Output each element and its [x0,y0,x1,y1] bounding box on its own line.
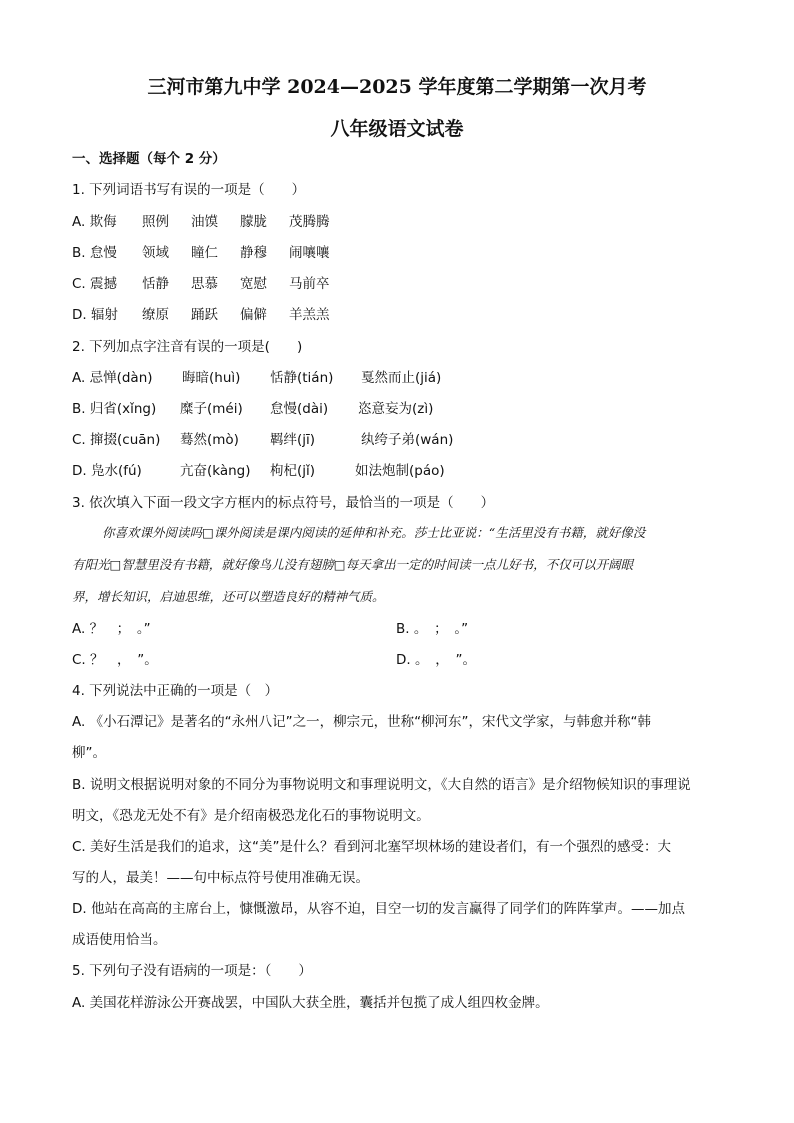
option-word: B. 归省(xǐng) [72,401,157,417]
option-word: A. 欺侮 [72,214,117,230]
option-word: 恬静 [142,276,169,292]
option-word: 领域 [142,245,169,261]
option-word: 缭原 [142,307,169,323]
option-word: B. 怠慢 [72,245,117,261]
option-word: 羊羔羔 [289,307,330,323]
option-word: 戛然而止(jiá) [361,370,442,386]
question-3-stem: 3. 依次填入下面一段文字方框内的标点符号，最恰当的一项是（ ） [72,495,495,511]
question-4-option-d-cont: 成语使用恰当。 [72,932,167,948]
option-word: 纨绔子弟(wán) [361,432,454,448]
question-4-option-a-cont: 柳”。 [72,745,106,761]
question-2-stem: 2. 下列加点字注音有误的一项是( ) [72,339,303,355]
option-word: 恬静(tián) [270,370,334,386]
exam-title: 三河市第九中学 2024—2025 学年度第二学期第一次月考 [147,76,647,98]
question-4-option-c-cont: 写的人，最美！——句中标点符号使用准确无误。 [72,870,369,886]
option-word: 马前卒 [289,276,330,292]
option-word: 晦暗(huì) [182,370,241,386]
option-word: 思慕 [191,276,218,292]
question-4-option-b-cont: 明文，《恐龙无处不有》是介绍南极恐龙化石的事物说明文。 [72,808,430,824]
question-3-option-a: A. ？ ； 。” [72,621,151,637]
option-word: 油馍 [191,214,218,230]
question-3-option-c: C. ？ ， ”。 [72,652,158,668]
question-5-stem: 5. 下列句子没有语病的一项是：（ ） [72,963,312,979]
passage-line: 你喜欢课外阅读吗□课外阅读是课内阅读的延伸和补充。莎士比亚说：“生活里没有书籍，就好像没 [102,525,646,540]
passage-line: 界，增长知识，启迪思维，还可以塑造良好的精神气质。 [72,589,385,604]
option-word: D. 凫水(fú) [72,463,142,479]
option-word: 朦胧 [240,214,267,230]
question-4-option-a: A. 《小石潭记》是著名的“永州八记”之一，柳宗元，世称“柳河东”，宋代文学家，与韩愈并称“韩 [72,714,652,730]
question-5-option-a: A. 美国花样游泳公开赛战罢，中国队大获全胜，囊括并包揽了成人组四枚金牌。 [72,995,549,1011]
question-3-option-b: B. 。 ； 。” [396,621,469,637]
passage-line: 有阳光□智慧里没有书籍，就好像鸟儿没有翅膀□每天拿出一定的时间读一点儿好书，不仅可以开阔眼 [72,557,634,572]
question-4-option-c: C. 美好生活是我们的追求，这“美”是什么？看到河北塞罕坝林场的建设者们，有一个强烈的感受：大 [72,839,671,855]
option-word: C. 撺掇(cuān) [72,432,161,448]
question-4-option-b: B. 说明文根据说明对象的不同分为事物说明文和事理说明文，《大自然的语言》是介绍物候知识的事理说 [72,777,691,793]
option-word: 瞳仁 [191,245,218,261]
option-word: C. 震撼 [72,276,118,292]
question-4-stem: 4. 下列说法中正确的一项是（ ） [72,683,279,699]
option-word: D. 辐射 [72,307,118,323]
option-word: A. 忌惮(dàn) [72,370,153,386]
option-word: 茂腾腾 [289,214,330,230]
option-word: 静穆 [240,245,267,261]
question-4-option-d: D. 他站在高高的主席台上，慷慨激昂，从容不迫，目空一切的发言赢得了同学们的阵阵掌声。——加点 [72,901,685,917]
option-word: 如法炮制(páo) [355,463,445,479]
question-1-stem: 1. 下列词语书写有误的一项是（ ） [72,182,306,198]
section-heading: 一、选择题（每个 2 分） [72,151,226,167]
exam-subtitle: 八年级语文试卷 [330,118,464,140]
option-word: 糜子(méi) [180,401,243,417]
option-word: 宽慰 [240,276,267,292]
option-word: 枸杞(jǐ) [270,463,316,479]
option-word: 恣意妄为(zì) [358,401,434,417]
question-3-option-d: D. 。 ， ”。 [396,652,476,668]
option-word: 怠慢(dài) [270,401,329,417]
option-word: 偏僻 [240,307,267,323]
option-word: 羁绊(jī) [270,432,316,448]
option-word: 照例 [142,214,169,230]
option-word: 闹嚷嚷 [289,245,330,261]
option-word: 踊跃 [191,307,218,323]
option-word: 蓦然(mò) [180,432,239,448]
option-word: 亢奋(kàng) [180,463,251,479]
